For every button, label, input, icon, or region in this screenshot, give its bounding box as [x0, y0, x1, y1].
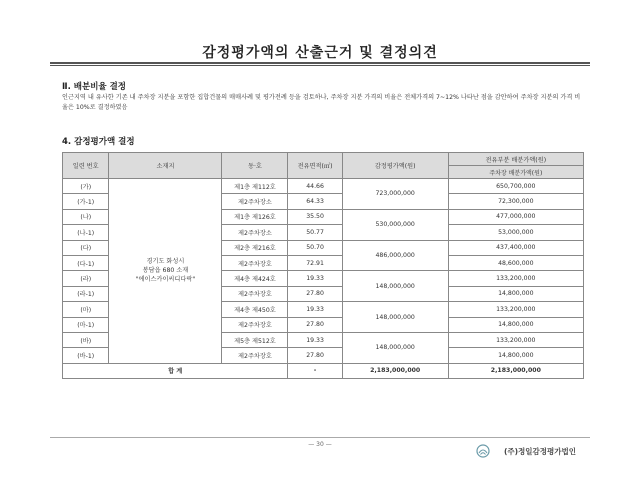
cell-alloc: 133,200,000: [448, 302, 583, 317]
cell-price: 723,000,000: [342, 179, 448, 210]
header-alloc-exclusive: 전유부분 배분가액(원): [448, 153, 583, 166]
cell-no: (라-1): [63, 286, 109, 301]
cell-alloc: 48,600,000: [448, 255, 583, 270]
cell-alloc: 14,800,000: [448, 317, 583, 332]
cell-no: (바): [63, 332, 109, 347]
page-number: — 30 —: [308, 441, 332, 448]
cell-no: (마): [63, 302, 109, 317]
cell-area: 50.77: [288, 225, 342, 240]
cell-no: (가): [63, 179, 109, 194]
cell-alloc: 133,200,000: [448, 332, 583, 347]
header-area: 전유면적(㎡): [288, 153, 342, 179]
cell-price: 148,000,000: [342, 271, 448, 302]
valuation-table: [62, 152, 584, 379]
cell-unit: 제2주차장소: [222, 194, 288, 209]
header-price: 감정평가액(원): [342, 153, 448, 179]
ratio-paragraph: 인근지역 내 유사한 기존 내 주차장 지분을 포함한 집합건물의 매매사례 및 평가전례 등을 검토하나, 주차장 지분 가격의 비율은 전체가격의 7~12% 나타난 점을 감안하여 주차장 지분의 가격 비율은 10%로 결정하였음: [62, 94, 581, 111]
total-row: [63, 363, 584, 378]
cell-no: (마-1): [63, 317, 109, 332]
cell-unit: 제5층 제512호: [222, 332, 288, 347]
cell-unit: 제4층 제450호: [222, 302, 288, 317]
cell-price: 486,000,000: [342, 240, 448, 271]
cell-area: 19.33: [288, 271, 342, 286]
header-alloc-parking: 주차장 배분가액(원): [448, 166, 583, 179]
cell-alloc: 14,800,000: [448, 286, 583, 301]
title-underline: [50, 62, 590, 66]
cell-unit: 제2주차장호: [222, 317, 288, 332]
cell-area: 72.91: [288, 255, 342, 270]
cell-area: 27.80: [288, 317, 342, 332]
header-no: 일련 번호: [63, 153, 109, 179]
cell-location: [109, 179, 222, 364]
table-row: [63, 179, 584, 194]
cell-alloc: 437,400,000: [448, 240, 583, 255]
cell-area: 64.33: [288, 194, 342, 209]
cell-unit: 제4층 제424호: [222, 271, 288, 286]
cell-no: (가-1): [63, 194, 109, 209]
page-title: 감정평가액의 산출근거 및 결정의견: [202, 45, 438, 61]
total-alloc: 2,183,000,000: [448, 363, 583, 378]
location-line: "에이스카이씨디다락": [135, 276, 196, 284]
cell-area: 27.80: [288, 286, 342, 301]
cell-no: (나-1): [63, 225, 109, 240]
cell-no: (다): [63, 240, 109, 255]
cell-no: (나): [63, 209, 109, 224]
cell-unit: 제2층 제216호: [222, 240, 288, 255]
cell-alloc: 133,200,000: [448, 271, 583, 286]
total-price: 2,183,000,000: [342, 363, 448, 378]
location-line: 경기도 화성시: [146, 258, 185, 266]
section-heading-ratio: Ⅱ. 배분비율 결정: [62, 82, 127, 92]
cell-no: (바-1): [63, 348, 109, 363]
cell-area: 35.50: [288, 209, 342, 224]
cell-alloc: 53,000,000: [448, 225, 583, 240]
cell-alloc: 72,300,000: [448, 194, 583, 209]
cell-unit: 제2주차장호: [222, 348, 288, 363]
cell-area: 44.66: [288, 179, 342, 194]
section-heading-valuation: 4. 감정평가액 결정: [62, 137, 135, 147]
firm-name: (주)정일감정평가법인: [503, 447, 576, 456]
cell-price: 148,000,000: [342, 332, 448, 363]
cell-unit: 제2주차장호: [222, 255, 288, 270]
location-line: 봉담읍 680 소재: [142, 267, 189, 275]
cell-area: 27.80: [288, 348, 342, 363]
firm-logo-icon: [476, 444, 490, 458]
cell-area: 19.33: [288, 332, 342, 347]
cell-alloc: 477,000,000: [448, 209, 583, 224]
footer-rule: [50, 437, 590, 438]
cell-price: 530,000,000: [342, 209, 448, 240]
header-unit: 동·호: [222, 153, 288, 179]
header-location: 소재지: [109, 153, 222, 179]
cell-area: 19.33: [288, 302, 342, 317]
cell-unit: 제2주차장소: [222, 225, 288, 240]
cell-no: (라): [63, 271, 109, 286]
total-label: 합 계: [63, 363, 288, 378]
cell-alloc: 14,800,000: [448, 348, 583, 363]
cell-unit: 제1층 제112호: [222, 179, 288, 194]
cell-no: (다-1): [63, 255, 109, 270]
cell-unit: 제1층 제126호: [222, 209, 288, 224]
cell-alloc: 650,700,000: [448, 179, 583, 194]
cell-area: 50.70: [288, 240, 342, 255]
cell-unit: 제2주차장호: [222, 286, 288, 301]
total-area: -: [288, 363, 342, 378]
cell-price: 148,000,000: [342, 302, 448, 333]
